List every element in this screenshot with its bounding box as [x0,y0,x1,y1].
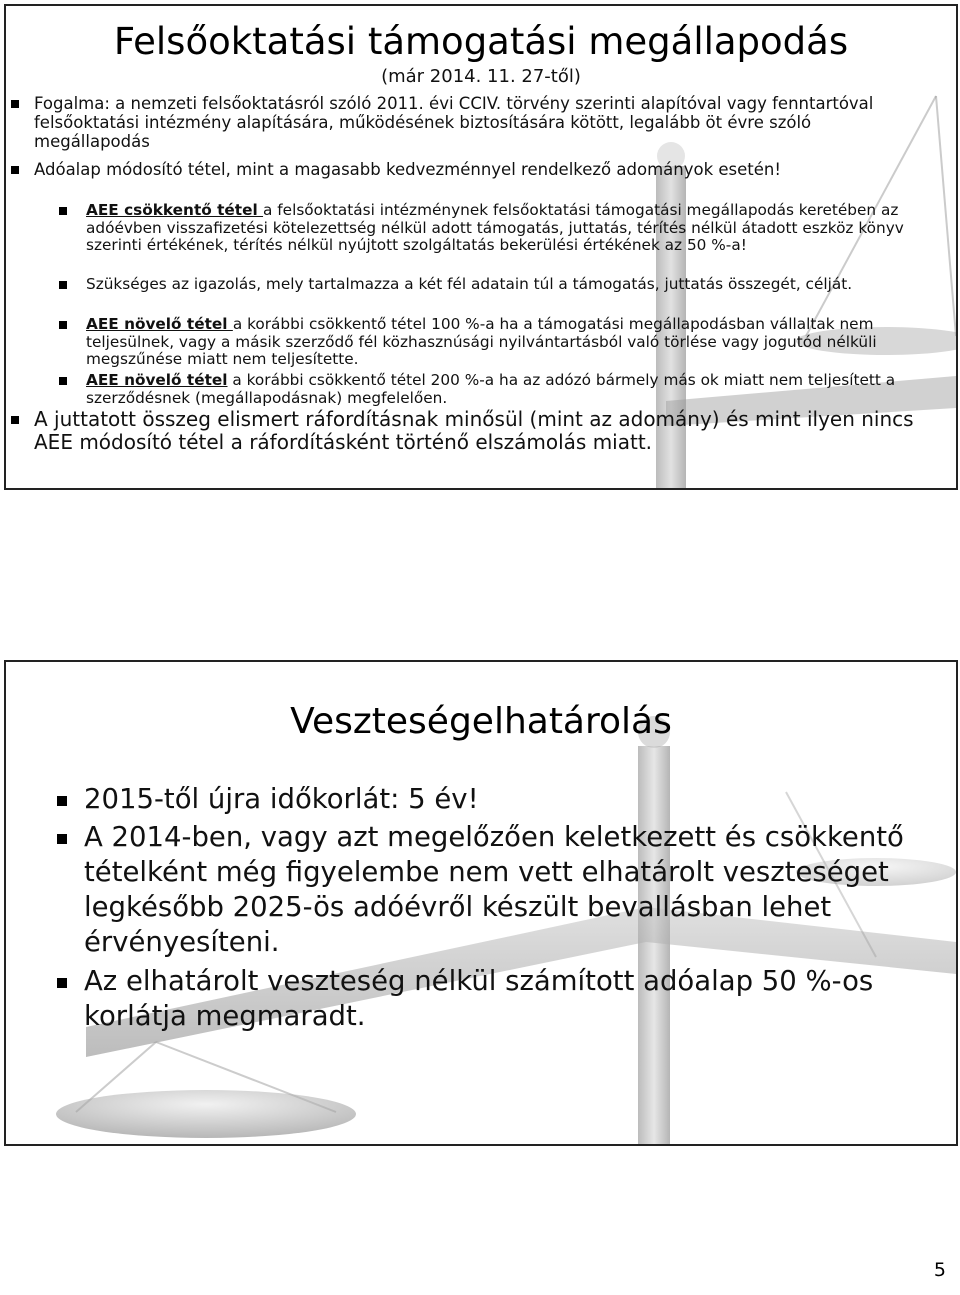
slide-1-subtitle: (már 2014. 11. 27-től) [381,66,581,87]
page-number: 5 [933,1259,946,1281]
square-bullet-icon [57,796,67,806]
bullet-text: Szükséges az igazolás, mely tartalmazza a két fél adatain túl a támogatás, juttatás összegét, célját. [86,275,853,293]
slide-2 [4,660,958,1146]
sub-bullet-aee-novelo-200 [86,372,934,407]
square-bullet-icon [59,207,67,215]
bullet-text: 2015-től újra időkorlát: 5 év! [84,783,479,815]
bullet-text: A juttatott összeg elismert ráfordításnak minősül (mint az adomány) és mint ilyen nincs AEE módosító tétel a ráfordításként történő elszámolás miatt. [34,407,914,454]
bullet-korlat [84,964,934,1034]
sub-bullet-aee-novelo-100 [86,316,934,369]
bullet-text: Az elhatárolt veszteség nélkül számított adóalap 50 %-os korlátja megmaradt. [84,965,874,1032]
slide-1 [4,4,958,490]
bullet-idokorlat [84,782,934,817]
bullet-text: a felsőoktatási intézménynek felsőoktatási támogatási megállapodás keretében az adóévben visszafizetési kötelezettség nélkül adott támogatás, juttatás, térítés nélkül átadott eszköz könyv szerinti értékének, térítés nélkül nyújtott szolgáltatás bekerülési értékének az 50 %-a! [86,201,904,254]
bullet-text: Adóalap módosító tétel, mint a magasabb kedvezménnyel rendelkező adományok esetén! [34,160,781,179]
square-bullet-icon [59,377,67,385]
bullet-lead: AEE növelő tétel [86,315,233,333]
square-bullet-icon [57,978,67,988]
slide-1-title: Felsőoktatási támogatási megállapodás [113,20,849,63]
square-bullet-icon [11,416,19,424]
square-bullet-icon [11,166,19,174]
sub-bullet-igazolas [86,276,934,294]
square-bullet-icon [11,100,19,108]
square-bullet-icon [57,834,67,844]
bullet-text: a korábbi csökkentő tétel 200 %-a ha az adózó bármely más ok miatt nem teljesített a szerződésnek (megállapodásnak) megfelelően. [86,371,896,407]
bullet-text: Fogalma: a nemzeti felsőoktatásról szóló 2011. évi CCIV. törvény szerinti alapítóval vagy fenntartóval felsőoktatási intézmény alapítására, működésének biztosítására kötött, legalább öt évre szóló megállapodás [34,94,874,151]
bullet-2014-veszteseg [84,820,934,960]
bullet-text: a korábbi csökkentő tétel 100 %-a ha a támogatási megállapodásban vállaltak nem teljesülnek, vagy a másik szerződő fél közhasznúsági nyilvántartásból való törlése vagy jogutód nélküli megszűnése miatt nem teljesítette. [86,315,877,368]
sub-bullet-aee-csokkento [86,202,934,255]
square-bullet-icon [59,281,67,289]
bullet-lead: AEE csökkentő tétel [86,201,264,219]
slide-2-title: Veszteségelhatárolás [290,701,672,742]
bullet-adoalap [34,160,929,179]
bullet-lead: AEE növelő tétel [86,371,228,389]
bullet-text: A 2014-ben, vagy azt megelőzően keletkezett és csökkentő tételként még figyelembe nem vett elhatárolt veszteséget legkésőbb 2025-ös adóévről készült bevallásban lehet érvényesíteni. [84,821,904,958]
bullet-fogalma [34,94,929,151]
square-bullet-icon [59,321,67,329]
bullet-juttatott-osszeg [34,408,929,454]
